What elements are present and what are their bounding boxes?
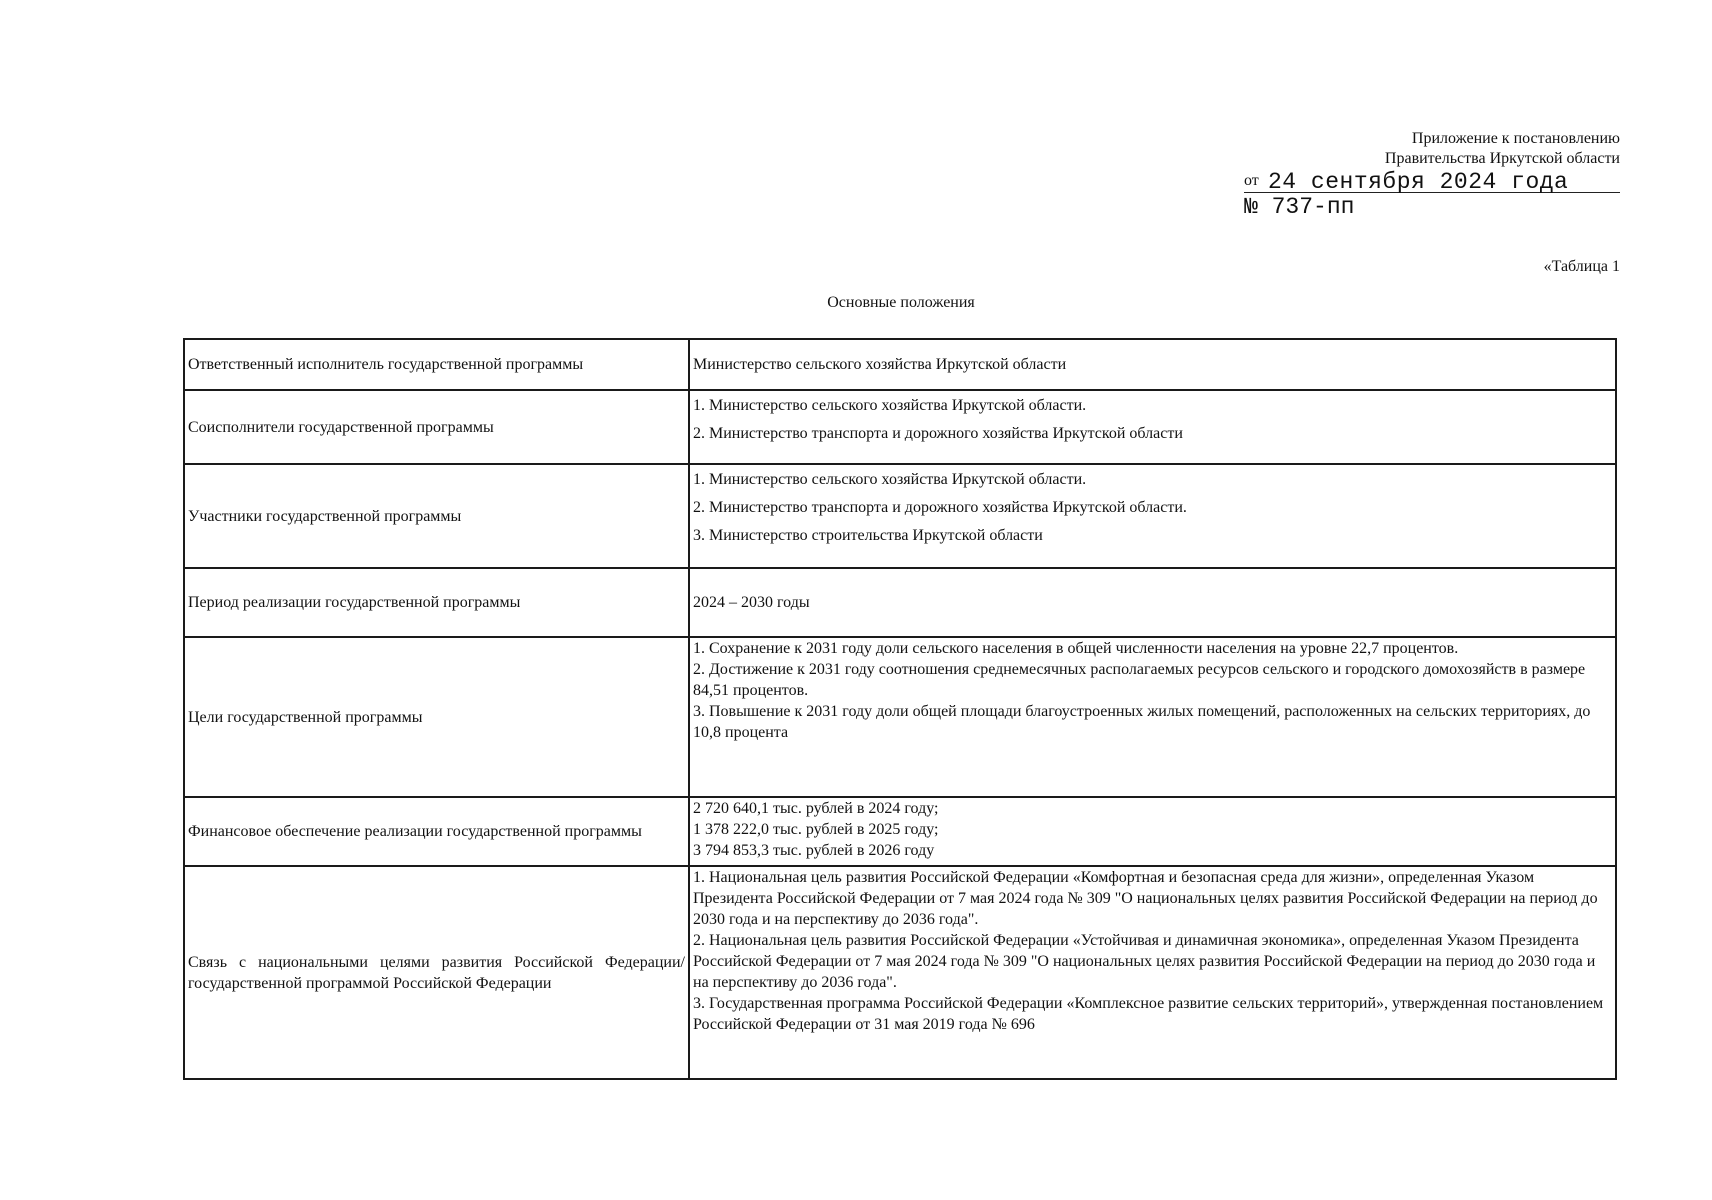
- row-label: Период реализации государственной программы: [184, 568, 689, 637]
- row-value: 1. Министерство сельского хозяйства Иркутской области. 2. Министерство транспорта и дорожного хозяйства Иркутской области. 3. Министерство строительства Иркутской области: [689, 464, 1616, 568]
- table-row: [184, 637, 1616, 797]
- row-value: Министерство сельского хозяйства Иркутской области: [689, 339, 1616, 390]
- decree-date: [1244, 168, 1620, 193]
- main-provisions-table: [183, 338, 1617, 1080]
- table-row: [184, 390, 1616, 464]
- row-label: Связь с национальными целями развития Российской Федерации/государственной программой Российской Федерации: [184, 866, 689, 1079]
- date-prefix: от: [1244, 172, 1259, 189]
- row-value: 2 720 640,1 тыс. рублей в 2024 году; 1 378 222,0 тыс. рублей в 2025 году; 3 794 853,3 тыс. рублей в 2026 году: [689, 797, 1616, 866]
- row-value: 1. Сохранение к 2031 году доли сельского населения в общей численности населения на уровне 22,7 процентов. 2. Достижение к 2031 году соотношения среднемесячных располагаемых ресурсов сельского и городского домохозяйств в размере 84,51 процентов. 3. Повышение к 2031 году доли общей площади благоустроенных жилых помещений, расположенных на сельских территориях, до 10,8 процента: [689, 637, 1616, 797]
- table-row: [184, 568, 1616, 637]
- date-value: 24 сентября 2024 года: [1268, 169, 1569, 195]
- row-label: Участники государственной программы: [184, 464, 689, 568]
- row-label: Соисполнители государственной программы: [184, 390, 689, 464]
- table-label: «Таблица 1: [1543, 258, 1620, 275]
- row-value: 1. Министерство сельского хозяйства Иркутской области. 2. Министерство транспорта и дорожного хозяйства Иркутской области: [689, 390, 1616, 464]
- decree-number: № 737-пп: [1244, 194, 1355, 220]
- appendix-line-2: Правительства Иркутской области: [1384, 150, 1620, 167]
- row-label: Ответственный исполнитель государственной программы: [184, 339, 689, 390]
- row-value: 1. Национальная цель развития Российской Федерации «Комфортная и безопасная среда для жизни», определенная Указом Президента Российской Федерации от 7 мая 2024 года № 309 "О национальных целях развития Российской Федерации на период до 2030 года и на перспективу до 2036 года". 2. Национальная цель развития Российской Федерации «Устойчивая и динамичная экономика», определенная Указом Президента Российской Федерации от 7 мая 2024 года № 309 "О национальных целях развития Российской Федерации на период до 2030 года и на перспективу до 2036 года". 3. Государственная программа Российской Федерации «Комплексное развитие сельских территорий», утвержденная постановлением Российской Федерации от 31 мая 2019 года № 696: [689, 866, 1616, 1079]
- appendix-header: [1160, 129, 1620, 169]
- document-title: Основные положения: [827, 294, 975, 311]
- row-label: Финансовое обеспечение реализации государственной программы: [184, 797, 689, 866]
- table-row: [184, 866, 1616, 1079]
- table-row: [184, 464, 1616, 568]
- appendix-line-1: Приложение к постановлению: [1411, 130, 1620, 147]
- table-row: [184, 797, 1616, 866]
- row-label: Цели государственной программы: [184, 637, 689, 797]
- row-value: 2024 – 2030 годы: [689, 568, 1616, 637]
- table-row: [184, 339, 1616, 390]
